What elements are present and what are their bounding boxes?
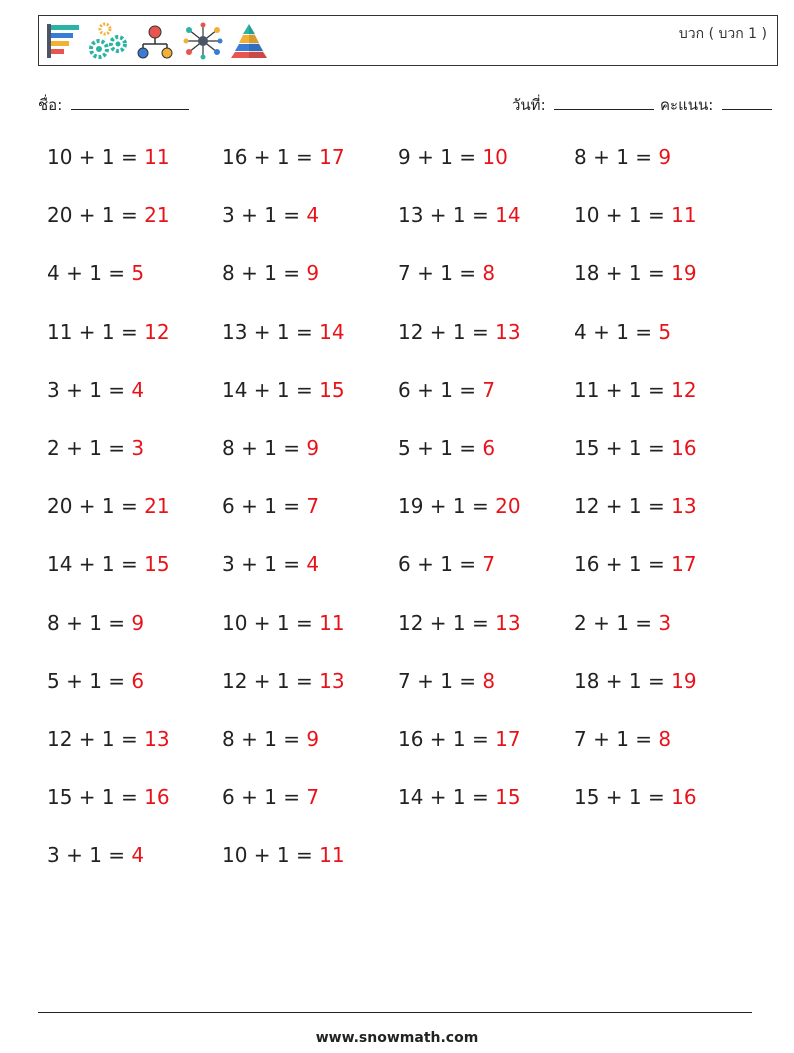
problem-question: 14 + 1 =: [222, 377, 320, 402]
worksheet-header: [38, 15, 778, 66]
problem-item: [398, 378, 495, 402]
problem-answer: 4: [306, 203, 320, 228]
problem-question: 6 + 1 =: [222, 494, 307, 519]
problem-answer: 8: [482, 261, 496, 286]
problem-answer: 15: [495, 785, 521, 810]
problem-answer: 19: [671, 668, 697, 693]
problem-item: [47, 669, 144, 693]
problem-question: 3 + 1 =: [47, 377, 132, 402]
problem-answer: 17: [319, 145, 345, 169]
problem-question: 13 + 1 =: [398, 203, 496, 228]
problem-item: [222, 261, 319, 285]
problem-question: 7 + 1 =: [398, 261, 483, 286]
problem-answer: 21: [144, 203, 170, 228]
problem-question: 12 + 1 =: [398, 610, 496, 635]
network-icon: [183, 22, 223, 60]
score-field[interactable]: [660, 93, 772, 117]
problem-question: 20 + 1 =: [47, 494, 145, 519]
problem-item: [222, 843, 345, 867]
problem-answer: 13: [671, 494, 697, 519]
problem-item: [222, 611, 345, 635]
problem-answer: 8: [658, 727, 672, 751]
pyramid-icon: [229, 22, 269, 60]
problem-answer: 13: [144, 727, 170, 751]
problem-item: [222, 203, 319, 227]
problem-answer: 14: [319, 319, 345, 344]
problem-answer: 9: [306, 261, 320, 286]
problem-answer: 16: [671, 785, 697, 810]
problem-question: 12 + 1 =: [398, 319, 496, 344]
problem-question: 12 + 1 =: [574, 494, 672, 519]
problem-question: 3 + 1 =: [47, 843, 132, 868]
problem-item: [574, 378, 697, 402]
problem-item: [47, 552, 170, 576]
problem-question: 6 + 1 =: [398, 552, 483, 577]
problem-item: [398, 436, 495, 460]
problem-question: 3 + 1 =: [222, 203, 307, 228]
problem-item: [398, 203, 521, 227]
problem-question: 7 + 1 =: [574, 727, 659, 751]
problem-question: 10 + 1 =: [222, 610, 320, 635]
problem-item: [398, 785, 521, 809]
problem-item: [222, 436, 319, 460]
problem-question: 7 + 1 =: [398, 668, 483, 693]
problem-question: 20 + 1 =: [47, 203, 145, 228]
problem-item: [574, 611, 671, 635]
problem-question: 8 + 1 =: [222, 727, 307, 751]
problem-question: 15 + 1 =: [574, 785, 672, 810]
problem-answer: 16: [671, 436, 697, 460]
problem-item: [47, 261, 144, 285]
problem-answer: 6: [482, 436, 496, 460]
date-label: วันที่:: [512, 96, 546, 114]
problem-question: 15 + 1 =: [574, 436, 672, 460]
problem-answer: 9: [131, 610, 145, 635]
problem-question: 8 + 1 =: [47, 610, 132, 635]
footer-divider: [38, 1012, 752, 1013]
problem-question: 18 + 1 =: [574, 261, 672, 286]
problem-item: [47, 436, 144, 460]
problem-question: 9 + 1 =: [398, 145, 483, 169]
problem-answer: 9: [658, 145, 672, 169]
problem-answer: 13: [495, 319, 521, 344]
problem-question: 12 + 1 =: [47, 727, 145, 751]
problem-question: 5 + 1 =: [398, 436, 483, 460]
problem-answer: 11: [144, 145, 170, 169]
problem-item: [398, 552, 495, 576]
problem-question: 11 + 1 =: [47, 319, 145, 344]
problem-answer: 3: [658, 610, 672, 635]
problem-item: [47, 785, 170, 809]
problem-answer: 5: [131, 261, 145, 286]
problem-item: [222, 727, 319, 751]
problem-item: [574, 203, 697, 227]
problem-question: 8 + 1 =: [574, 145, 659, 169]
problem-answer: 6: [131, 668, 145, 693]
problem-question: 16 + 1 =: [222, 145, 320, 169]
problem-question: 13 + 1 =: [222, 319, 320, 344]
problem-question: 8 + 1 =: [222, 261, 307, 286]
problem-answer: 12: [671, 377, 697, 402]
problem-question: 16 + 1 =: [398, 727, 496, 751]
problem-item: [47, 378, 144, 402]
problem-answer: 4: [131, 843, 145, 868]
header-icons: [45, 20, 275, 62]
problem-answer: 11: [319, 610, 345, 635]
score-label: คะแนน:: [660, 96, 714, 114]
problem-question: 6 + 1 =: [222, 785, 307, 810]
problem-item: [398, 727, 521, 751]
problem-question: 18 + 1 =: [574, 668, 672, 693]
problem-answer: 9: [306, 436, 320, 460]
problem-question: 4 + 1 =: [574, 319, 659, 344]
problem-item: [47, 843, 144, 867]
problem-item: [574, 145, 671, 169]
flowchart-icon: [135, 22, 175, 60]
problem-answer: 19: [671, 261, 697, 286]
problem-item: [398, 669, 495, 693]
bar-chart-icon: [45, 22, 81, 60]
worksheet-title: บวก ( บวก 1 ): [678, 26, 767, 42]
problem-answer: 4: [306, 552, 320, 577]
problem-answer: 14: [495, 203, 521, 228]
problem-answer: 15: [319, 377, 345, 402]
problem-question: 2 + 1 =: [47, 436, 132, 460]
problem-answer: 7: [482, 377, 496, 402]
problem-item: [574, 320, 671, 344]
problem-item: [222, 669, 345, 693]
problem-answer: 7: [306, 785, 320, 810]
problem-question: 8 + 1 =: [222, 436, 307, 460]
name-label: ชื่อ:: [38, 96, 63, 114]
name-field[interactable]: [38, 93, 189, 117]
problem-item: [222, 552, 319, 576]
problem-question: 5 + 1 =: [47, 668, 132, 693]
problem-question: 10 + 1 =: [222, 843, 320, 868]
problem-item: [574, 261, 697, 285]
problem-answer: 7: [482, 552, 496, 577]
problem-item: [47, 494, 170, 518]
problem-item: [222, 494, 319, 518]
problem-answer: 11: [319, 843, 345, 868]
problem-item: [398, 611, 521, 635]
problem-answer: 21: [144, 494, 170, 519]
problem-item: [47, 145, 170, 169]
problem-item: [398, 261, 495, 285]
problem-item: [222, 145, 345, 169]
problem-answer: 8: [482, 668, 496, 693]
problem-answer: 7: [306, 494, 320, 519]
problem-item: [574, 436, 697, 460]
gears-icon: [89, 22, 129, 60]
problem-question: 14 + 1 =: [47, 552, 145, 577]
problem-item: [398, 494, 521, 518]
problem-question: 10 + 1 =: [47, 145, 145, 169]
problem-item: [47, 611, 144, 635]
problem-question: 4 + 1 =: [47, 261, 132, 286]
footer-site: www.snowmath.com: [315, 1030, 479, 1046]
date-blank[interactable]: [554, 95, 654, 110]
problem-item: [47, 727, 170, 751]
problem-answer: 10: [482, 145, 508, 169]
problem-answer: 13: [495, 610, 521, 635]
problem-item: [574, 669, 697, 693]
problem-answer: 3: [131, 436, 145, 460]
problem-question: 12 + 1 =: [222, 668, 320, 693]
problem-question: 15 + 1 =: [47, 785, 145, 810]
problem-answer: 16: [144, 785, 170, 810]
problem-answer: 9: [306, 727, 320, 751]
problem-question: 3 + 1 =: [222, 552, 307, 577]
problem-item: [222, 378, 345, 402]
problem-question: 10 + 1 =: [574, 203, 672, 228]
date-field[interactable]: [512, 93, 654, 117]
problem-answer: 13: [319, 668, 345, 693]
problem-question: 2 + 1 =: [574, 610, 659, 635]
problem-question: 16 + 1 =: [574, 552, 672, 577]
problem-item: [574, 727, 671, 751]
problem-item: [398, 320, 521, 344]
problem-question: 6 + 1 =: [398, 377, 483, 402]
name-blank[interactable]: [71, 95, 189, 110]
problem-answer: 15: [144, 552, 170, 577]
problem-answer: 20: [495, 494, 521, 519]
problem-item: [574, 785, 697, 809]
problem-item: [574, 494, 697, 518]
problem-question: 14 + 1 =: [398, 785, 496, 810]
problem-item: [222, 320, 345, 344]
score-blank[interactable]: [722, 95, 772, 110]
problem-answer: 5: [658, 319, 672, 344]
problem-answer: 17: [671, 552, 697, 577]
problem-item: [398, 145, 508, 169]
problem-answer: 11: [671, 203, 697, 228]
problem-question: 11 + 1 =: [574, 377, 672, 402]
problem-item: [222, 785, 319, 809]
problem-answer: 4: [131, 377, 145, 402]
problem-answer: 12: [144, 319, 170, 344]
problem-item: [47, 320, 170, 344]
problem-question: 19 + 1 =: [398, 494, 496, 519]
problem-answer: 17: [495, 727, 521, 751]
problem-item: [574, 552, 697, 576]
problem-item: [47, 203, 170, 227]
